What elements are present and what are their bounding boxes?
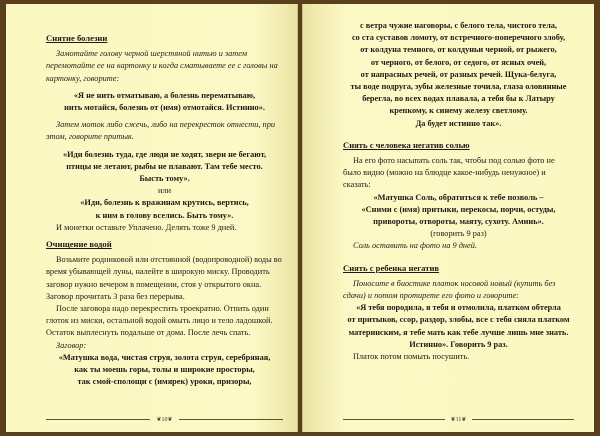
left-page-content [6,4,297,388]
spell-line: привороты, отвороты, маяту, сухоту. Аминь». [373,217,544,227]
section-title-illness: Снятие болезни [46,33,108,43]
instruction-paragraph: Соль оставить на фото на 9 дней. [353,241,477,251]
spell-line: берегла, во всех водах плавала, а тебя бы к Латыру [362,94,555,104]
left-page [6,4,298,432]
page-number: ❦10❦ [156,416,173,423]
spell-line: Бысть тому». [139,174,190,184]
repeat-note: (говорить 9 раз) [430,229,487,239]
spell-line: «Я не нить отматываю, а болезнь перематываю, [73,90,256,100]
spell-line: от притыков, ссор, раздор, злобы, все с тебя сняла платком [347,315,570,325]
spell-line: крепкому, к синему железу светлому. [389,106,528,116]
spell-line: с ветра чужие наговоры, с белого тела, чистого тела, [360,21,557,30]
or-word: или [157,186,172,196]
page-footer [46,414,283,424]
spell-line: так смой-сполощи с (имярек) уроки, призоры, [77,377,252,387]
spell-line: «Я тебя породила, я тебя и отмолила, платком обтерла [356,303,561,313]
body-paragraph: После заговора надо перекрестить троекратно. Отпить один глоток из миски, остальной водой омыть лицо и тело ладошкой. Остаток выплеснуть подальше от дома. После лечь спать. [46,304,273,338]
instruction-paragraph: Затем моток либо сжечь, либо на перекресток отнести, при этом, говорите притык. [46,120,276,142]
spell-line: «Иди, болезнь к вражинам крутись, вертись, [80,198,249,208]
spell-line: к ним в голову вселись. Быть тому». [95,210,234,220]
spell-line: ты воде подруга, зубы железные точила, глаза оловянные [350,82,567,92]
instruction-paragraph: Замотайте голову черной шерстяной нитью и затем перемотайте ее на картонку и когда сматываете ее с головы на картонку, говорите: [46,49,278,83]
spell-line: Да будет истинно так». [415,118,502,128]
spell-line: нить мотайся, болезнь от (имя) отмотайся. Истинно». [64,103,265,113]
body-paragraph: Возьмите родниковой или отстоянной (водопроводной) воды во время убывающей луны, налейте в широкую миску. Проводить заговор нужно вечером в помещении, стоя у открытого окна. Заговор прочитать 3 раза без перерыва. [46,255,282,301]
right-page-content [303,4,594,363]
page-footer [343,414,574,424]
spell-line: «Матушка вода, чистая струя, золота струя, серебряная, [58,352,271,362]
spell-line: Истинно». Говорить 9 раз. [409,339,508,349]
body-paragraph: На его фото насыпать соль так, чтобы под солью фото не было видно (можно на блюдце какое-нибудь ненужное) и сказать: [343,156,555,190]
footer-rule [46,419,150,420]
spell-line: как ты моешь горы, толы и широкие просторы, [74,365,255,375]
spell-line: со ста суставов ломоту, от встречного-поперечного злобу, [351,33,566,43]
section-title-salt: Снять с человека негатив солью [343,139,470,150]
spell-line: от напрасных речей, от разных речей. Щука-белуга, [360,69,557,79]
body-paragraph: Платок потом помыть посушить. [353,352,470,362]
spell-line: «Иди болезнь туда, где люди не ходят, звери не бегают, [62,149,267,159]
page-number-text: 11 [455,416,462,423]
section-title-water: Очищение водой [46,239,112,250]
right-page [302,4,594,432]
spell-line: «Матушка Соль, обратиться к тебе позволь – [373,192,544,202]
footer-rule [343,419,445,420]
footer-rule [179,419,283,420]
spell-line: от черного, от белого, от седого, от ясных очей, [370,57,547,67]
spell-line: птицы не летают, рыбы не плавают. Там тебе место. [66,161,263,171]
spell-line: материнским, я тебе мать как тебе лучше лишь мне знать. [348,327,569,337]
footer-rule [472,419,574,420]
section-title-child: Снять с ребенка негатив [343,262,440,273]
page-number-text: 10 [161,416,168,423]
spell-label: Заговор: [56,340,87,350]
body-paragraph: И монетки оставьте Уплачено. Делять тоже 9 дней. [56,222,237,232]
instruction-paragraph: Поносите в биостике платок носовой новый (купить без сдачи) и потом протирете его фото и говорите: [343,278,556,301]
page-number: ❦11❦ [450,416,467,423]
spell-line: от колдуна темного, от колдуньи черной, от рыжего, [360,45,557,55]
spell-line: «Сними с (имя) притыки, перекосы, порчи, остуды, [361,204,556,214]
